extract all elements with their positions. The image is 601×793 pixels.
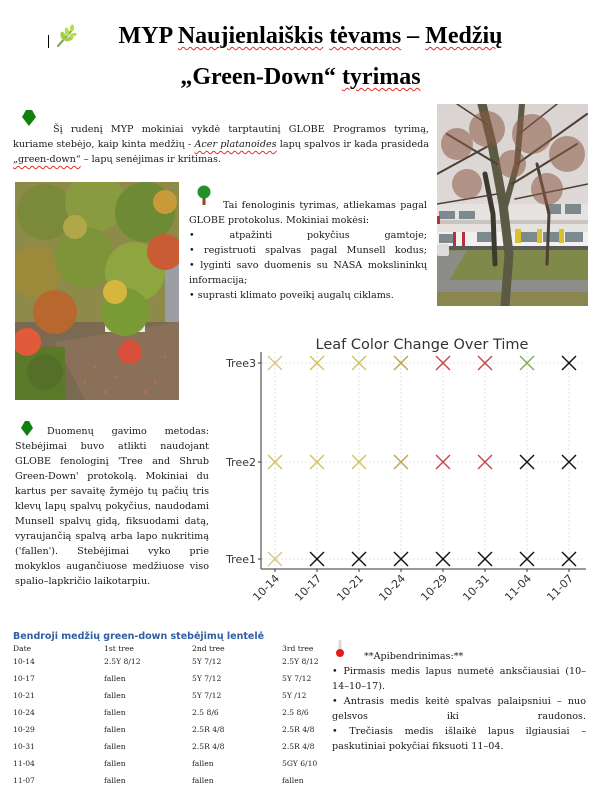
bare-tree-school-photo bbox=[437, 104, 588, 306]
title-word: Naujienlaiškis bbox=[177, 23, 324, 49]
protocol-bullet: • registruoti spalvas pagal Munsell kodus; bbox=[189, 245, 427, 256]
table-row bbox=[13, 742, 333, 759]
column-header: 1st tree bbox=[104, 644, 134, 653]
table-row bbox=[13, 657, 333, 674]
protocol-bullet: • lyginti savo duomenis su NASA mokslininkų informacija; bbox=[189, 260, 427, 286]
intro-quote: „green-down“ bbox=[13, 154, 81, 165]
x-tick-label: 10-21 bbox=[334, 571, 367, 604]
x-tick-label: 11-07 bbox=[544, 571, 577, 604]
table-cell: 5Y 7/12 bbox=[192, 657, 222, 666]
page-title bbox=[0, 21, 601, 51]
table-cell: 10-21 bbox=[13, 691, 35, 700]
table-cell: 2.5R 4/8 bbox=[192, 725, 225, 734]
table-cell: 2.5 8/6 bbox=[282, 708, 309, 717]
table-cell: 10-29 bbox=[13, 725, 35, 734]
table-cell: 10-24 bbox=[13, 708, 35, 717]
title-text: MYP bbox=[118, 23, 178, 49]
x-tick-label: 10-31 bbox=[460, 571, 493, 604]
species-name: Acer platanoides bbox=[194, 139, 277, 150]
table-row bbox=[13, 674, 333, 691]
title-dash: – bbox=[401, 23, 426, 49]
chart-title: Leaf Color Change Over Time bbox=[315, 337, 529, 353]
intro-text: – lapų senėjimas ir kritimas. bbox=[80, 154, 221, 165]
y-tick-label: Tree3 bbox=[226, 357, 256, 370]
chart-grid bbox=[258, 352, 586, 572]
x-tick-label: 10-24 bbox=[376, 571, 409, 604]
method-paragraph: Duomenų gavimo metodas: Stebėjimai buvo atlikti naudojant GLOBE fenologinį 'Tree and Shrub Green-Down' protokolą. Mokiniai du kartus per savaitę žymėjo tų pačių tris klevų lapų spalvų pokyčius, naudodami Munsell spalvų gidą, fiksuodami datą, vyraujančią spalvą arba lapo nukritimą ('fallen'). Stebėjimai vyko prie mokyklos augančiuose medžiuose viso spalio–lapkričio laikotarpiu. bbox=[15, 426, 209, 587]
x-tick-label: 10-29 bbox=[418, 571, 451, 604]
table-row bbox=[13, 776, 333, 793]
table-cell: 5Y 7/12 bbox=[192, 691, 222, 700]
table-row bbox=[13, 691, 333, 708]
leaf-color-chart bbox=[210, 325, 601, 615]
subtitle-word: tyrimas bbox=[341, 64, 421, 90]
table-row bbox=[13, 725, 333, 742]
table-cell: 10-14 bbox=[13, 657, 35, 666]
table-cell: fallen bbox=[104, 759, 126, 768]
column-header: 3rd tree bbox=[282, 644, 314, 653]
x-tick-label: 10-14 bbox=[250, 571, 283, 604]
summary-block bbox=[332, 649, 586, 754]
title-word: Medžių bbox=[425, 23, 503, 49]
maple-leaves-photo bbox=[15, 182, 179, 400]
table-cell: fallen bbox=[104, 691, 126, 700]
summary-bullet: • Antrasis medis keitė spalvas palaipsniui – nuo gelsvos iki raudonos. bbox=[332, 696, 586, 722]
table-cell: 2.5Y 8/12 bbox=[104, 657, 141, 666]
table-cell: fallen bbox=[282, 776, 304, 785]
table-header-row bbox=[13, 644, 333, 657]
table-cell: 2.5Y 8/12 bbox=[282, 657, 319, 666]
intro-paragraph bbox=[13, 122, 429, 167]
intro-text: Šį rudenį MYP mokiniai vykdė tarptautinį GLOBE Programos tyrimą, kuriame stebėjo, kaip kinta medžių - bbox=[13, 124, 429, 150]
table-cell: 11-07 bbox=[13, 776, 35, 785]
table-cell: fallen bbox=[104, 742, 126, 751]
y-tick-label: Tree2 bbox=[226, 456, 256, 469]
table-cell: fallen bbox=[104, 708, 126, 717]
protocol-lead: Tai fenologinis tyrimas, atliekamas pagal GLOBE protokolus. Mokiniai mokėsi: bbox=[189, 200, 427, 226]
summary-heading: **Apibendrinimas:** bbox=[364, 651, 464, 662]
x-tick-label: 11-04 bbox=[502, 571, 535, 604]
title-word: tėvams bbox=[329, 23, 402, 49]
summary-bullet: • Trečiasis medis išlaikė lapus ilgiausiai – paskutiniai pokyčiai fiksuoti 11–04. bbox=[332, 726, 586, 752]
table-cell: 2.5R 4/8 bbox=[282, 742, 315, 751]
protocol-paragraph bbox=[189, 198, 427, 303]
table-cell: 5Y 7/12 bbox=[282, 674, 312, 683]
subtitle-text: „Green-Down“ bbox=[180, 64, 342, 90]
table-cell: fallen bbox=[104, 674, 126, 683]
table-cell: 2.5R 4/8 bbox=[282, 725, 315, 734]
summary-bullet: • Pirmasis medis lapus numetė anksčiausiai (10–14–10–17). bbox=[332, 666, 586, 692]
table-cell: 5GY 6/10 bbox=[282, 759, 318, 768]
protocol-bullet: • atpažinti pokyčius gamtoje; bbox=[189, 230, 427, 241]
observation-table bbox=[13, 644, 333, 793]
table-cell: 10-17 bbox=[13, 674, 35, 683]
table-cell: 5Y 7/12 bbox=[192, 674, 222, 683]
table-cell: 10-31 bbox=[13, 742, 35, 751]
table-cell: 2.5R 4/8 bbox=[192, 742, 225, 751]
table-cell: 2.5 8/6 bbox=[192, 708, 219, 717]
table-title: Bendroji medžių green-down stebėjimų lentelė bbox=[13, 631, 265, 642]
table-row bbox=[13, 708, 333, 725]
intro-text: lapų spalvos ir kada prasideda bbox=[276, 139, 429, 150]
column-header: Date bbox=[13, 644, 32, 653]
y-tick-label: Tree1 bbox=[226, 553, 256, 566]
page-subtitle bbox=[0, 62, 601, 92]
table-cell: fallen bbox=[104, 725, 126, 734]
x-tick-label: 10-17 bbox=[292, 571, 325, 604]
table-row bbox=[13, 759, 333, 776]
table-cell: fallen bbox=[104, 776, 126, 785]
table-cell: 5Y /12 bbox=[282, 691, 307, 700]
table-cell: 11-04 bbox=[13, 759, 35, 768]
column-header: 2nd tree bbox=[192, 644, 225, 653]
protocol-bullet: • suprasti klimato poveikį augalų ciklams. bbox=[189, 290, 394, 301]
table-cell: fallen bbox=[192, 776, 214, 785]
table-cell: fallen bbox=[192, 759, 214, 768]
